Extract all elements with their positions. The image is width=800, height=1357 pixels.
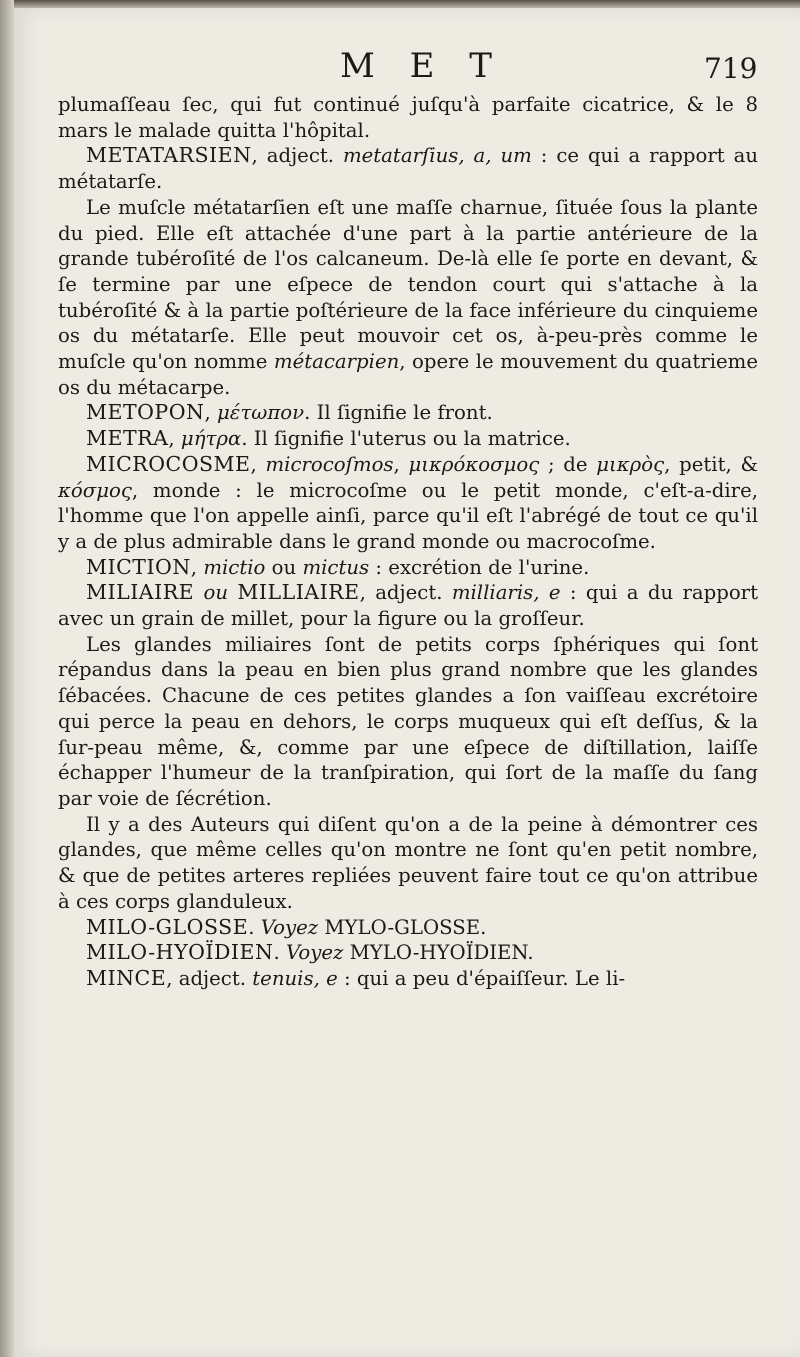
body-text [58, 92, 758, 992]
text-run: plumaſſeau ſec, qui fut continué juſqu'à parfaite cicatrice, & le 8 mars le malade quitta l'hôpital. [58, 93, 758, 142]
paragraph [58, 92, 758, 143]
page-top-edge [0, 0, 800, 8]
text-run: Le muſcle métatarſien eſt une maſſe charnue, ſituée ſous la plante du pied. Elle eſt attachée d'une part à la partie antérieure de la grande tubéroſité de l'os calcaneum. De-là elle ſe porte en devant, & ſe termine par une eſpece de tendon court qui s'attache à la tubéroſité & à la partie poſtérieure de la face inférieure du cinquieme os du métatarſe. Elle peut mouvoir cet os, à-peu-près comme le muſcle qu'on nomme [58, 195, 758, 374]
text-run: , adject. [251, 144, 343, 168]
text-run: MYLO-HYOÏDIEN. [343, 941, 534, 965]
italic-text: Voyez [260, 915, 319, 939]
text-run: , petit, & [664, 452, 758, 476]
entry-metatarsien [58, 143, 758, 194]
text-run: , adject. [166, 966, 253, 990]
text-run: : qui a peu d'épaiſſeur. Le li- [337, 966, 626, 990]
italic-text: milliaris, e [451, 581, 561, 605]
entry-miliaire [58, 580, 758, 631]
italic-text: ou [203, 581, 229, 605]
entry-microcosme [58, 452, 758, 555]
headword: METRA [86, 426, 169, 451]
italic-text: κόσμος [58, 478, 132, 502]
text-run: , [190, 555, 204, 579]
text-run: . [248, 915, 261, 939]
headword: MILO-HYOÏDIEN [86, 940, 274, 965]
text-run: Les glandes miliaires ſont de petits corps ſphériques qui ſont répandus dans la peau en bien plus grand nombre que les glandes ſébacées. Chacune de ces petites glandes a ſon vaiſſeau excrétoire qui perce la peau en dehors, le corps muqueux qui eſt deſſus, & la ſur-peau même, &, comme par une eſpece de diſtillation, laiſſe échapper l'humeur de la tranſpiration, qui ſort de la maſſe du ſang par voie de ſécrétion. [58, 632, 758, 810]
italic-text: μέτωπον [217, 401, 305, 425]
page-number: 719 [704, 52, 758, 85]
italic-text: μικρὸς [596, 452, 665, 476]
paragraph [58, 812, 758, 915]
book-gutter [0, 0, 14, 1357]
text-run: ou [265, 555, 303, 579]
text-run: Il y a des Auteurs qui diſent qu'on a de la peine à démontrer ces glandes, que même celles qu'on montre ne ſont qu'en petit nombre, & que de petites arteres repliées peuvent faire tout ce qu'on attribue à ces corps glanduleux. [58, 812, 758, 913]
headword: MICTION [86, 554, 191, 579]
text-run: , [168, 427, 181, 451]
italic-text: Voyez [285, 941, 344, 965]
text-run [228, 581, 237, 604]
italic-text: μήτρα [180, 427, 242, 451]
text-run: MYLO-GLOSSE. [318, 915, 487, 939]
text-run: , [204, 401, 218, 425]
text-run: , [393, 452, 409, 476]
italic-text: mictio [203, 555, 266, 579]
headword: METATARSIEN [86, 143, 252, 168]
text-run: , [250, 452, 266, 476]
headword: MINCE [86, 965, 167, 990]
entry-milo-hyoidien [58, 940, 758, 966]
headword: MICROCOSME [86, 451, 251, 476]
entry-miction [58, 555, 758, 581]
text-run: . [273, 941, 286, 965]
page-header [14, 46, 800, 96]
text-run: : ce qui a rapport au métatarſe. [58, 144, 758, 194]
headword: MILO-GLOSSE [86, 914, 249, 939]
italic-text: μικρόκοσμος [408, 452, 540, 476]
text-run: . Il ſignifie l'uterus ou la matrice. [241, 427, 571, 451]
text-run: . Il ſignifie le front. [304, 401, 493, 425]
entry-mince [58, 966, 758, 992]
running-head: M E T [340, 46, 504, 86]
italic-text: métacarpien [273, 350, 400, 374]
entry-metra [58, 426, 758, 452]
text-run: : qui a du rapport avec un grain de millet, pour la figure ou la groſſeur. [58, 581, 759, 631]
paragraph [58, 195, 758, 401]
text-run: , monde : le microcoſme ou le petit monde, c'eſt-a-dire, l'homme que l'on appelle ainſi, parce qu'il eſt l'abrégé de tout ce qu'il y a de plus admirable dans le grand monde ou macrocoſme. [58, 478, 758, 553]
book-page [14, 8, 800, 1357]
text-run: , adject. [359, 581, 452, 605]
text-run: : excrétion de l'urine. [369, 555, 590, 579]
italic-text: metatarſius, a, um [342, 144, 532, 168]
text-run: ; de [539, 452, 597, 476]
paragraph [58, 632, 758, 812]
headword: MILLIAIRE [237, 580, 360, 605]
headword: MILIAIRE [86, 580, 195, 605]
entry-metopon [58, 400, 758, 426]
text-run: , opere le mouvement du quatrieme os du métacarpe. [58, 350, 758, 399]
italic-text: tenuis, e [252, 966, 338, 990]
italic-text: microcoſmos [265, 452, 394, 476]
italic-text: mictus [302, 555, 370, 579]
headword: METOPON [86, 400, 205, 425]
entry-milo-glosse [58, 915, 758, 941]
